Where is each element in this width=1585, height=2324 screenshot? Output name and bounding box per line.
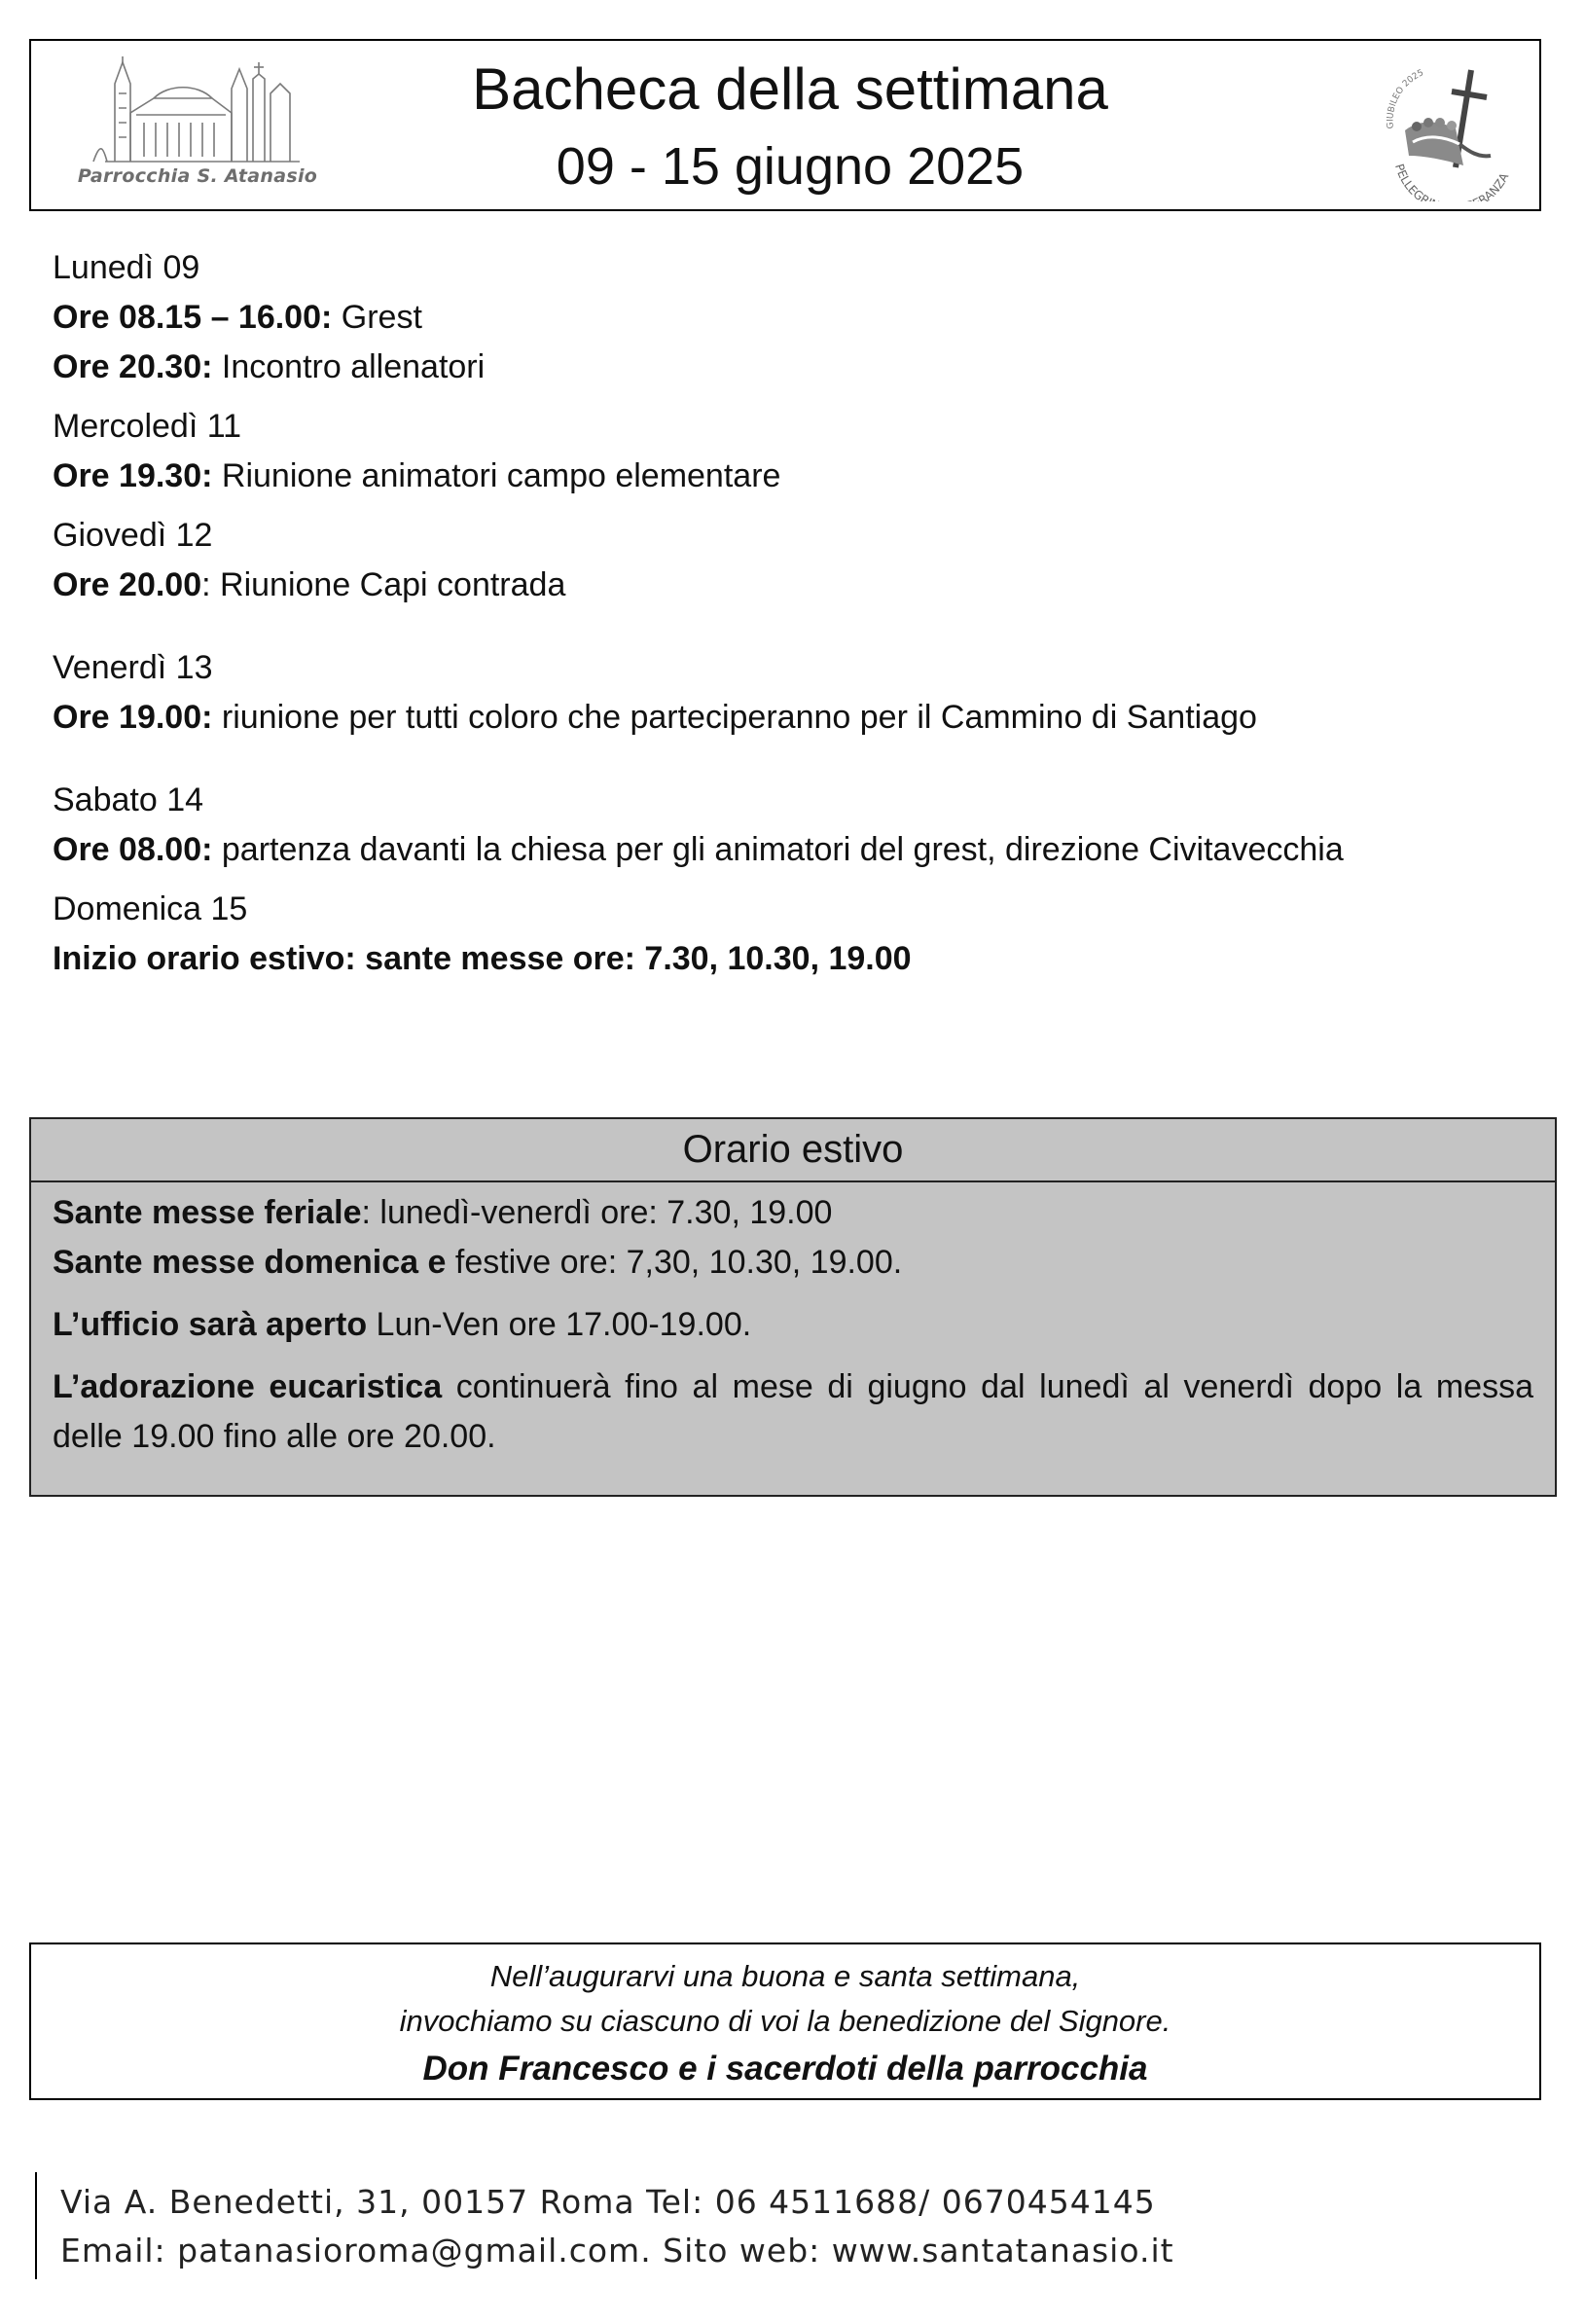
day-friday [53, 643, 1541, 743]
office-hours-line [53, 1300, 1533, 1350]
adoration-label: L’adorazione eucaristica [53, 1368, 443, 1405]
sunday-masses-line [53, 1238, 1533, 1288]
event-text: partenza davanti la chiesa per gli animatori del grest, direzione Civitavecchia [212, 831, 1344, 868]
day-thursday [53, 511, 1541, 610]
footer-address: Via A. Benedetti, 31, 00157 Roma Tel: 06 4511688/ 0670454145 [60, 2183, 1156, 2221]
office-hours-label: L’ufficio sarà aperto [53, 1306, 368, 1343]
day-sunday [53, 885, 1541, 984]
parish-logo-text: Parrocchia S. Atanasio [77, 165, 318, 187]
greeting-box [29, 1943, 1541, 2100]
event-line [53, 693, 1541, 743]
sunday-masses-text: festive ore: 7,30, 10.30, 19.00. [446, 1244, 903, 1281]
event-time: Ore 08.15 – 16.00: [53, 299, 333, 336]
page-title: Bacheca della settimana [472, 56, 1108, 122]
event-line [53, 343, 1541, 392]
event-time: Ore 19.00: [53, 699, 213, 736]
day-wednesday [53, 402, 1541, 501]
adoration-text: continuerà fino al mese di giugno dal lunedì al venerdì dopo la messa delle 19.00 fino alle ore 20.00. [53, 1368, 1533, 1455]
event-time: Inizio orario estivo: sante messe ore: 7.30, 10.30, 19.00 [53, 940, 912, 977]
event-text: Riunione animatori campo elementare [212, 457, 781, 494]
week-dates: 09 - 15 giugno 2025 [556, 137, 1025, 196]
event-line [53, 293, 1541, 343]
sunday-masses-label: Sante messe domenica e [53, 1244, 447, 1281]
jubilee-year-text: GIUBILEO 2025 [1386, 68, 1425, 129]
event-line [53, 561, 1541, 610]
office-hours-text: Lun-Ven ore 17.00-19.00. [367, 1306, 752, 1343]
greeting-signature: Don Francesco e i sacerdoti della parrocchia [422, 2050, 1148, 2088]
day-title: Domenica 15 [53, 890, 248, 927]
church-drawing-icon [86, 54, 309, 166]
event-time: Ore 20.00 [53, 566, 202, 603]
jubilee-logo [1366, 51, 1522, 201]
greeting-line-1: Nell’augurarvi una buona e santa settimana, [489, 1959, 1081, 1993]
summer-schedule-body [31, 1182, 1555, 1462]
week-schedule [53, 243, 1541, 984]
jubilee-motto-text: PELLEGR RANZA [1392, 162, 1512, 201]
event-text: riunione per tutti coloro che parteciperanno per il Cammino di Santiago [212, 699, 1257, 736]
event-time: Ore 19.30: [53, 457, 213, 494]
summer-schedule-box [29, 1117, 1557, 1497]
weekday-masses-label: Sante messe feriale [53, 1194, 362, 1231]
event-text: : Riunione Capi contrada [201, 566, 566, 603]
event-line [53, 825, 1541, 875]
day-title: Lunedì 09 [53, 249, 200, 286]
header-box [29, 39, 1541, 211]
event-time: Ore 08.00: [53, 831, 213, 868]
day-title: Venerdì 13 [53, 649, 213, 686]
weekday-masses-text: : lunedì-venerdì ore: 7.30, 19.00 [361, 1194, 833, 1231]
pilgrims-icon [1405, 118, 1491, 165]
weekday-masses-line [53, 1188, 1533, 1238]
footer-email-website: Email: patanasioroma@gmail.com. Sito web: www.santatanasio.it [60, 2232, 1174, 2270]
footer-divider [35, 2172, 37, 2279]
event-time: Ore 20.30: [53, 348, 213, 385]
parish-logo [47, 54, 348, 200]
day-title: Mercoledì 11 [53, 408, 242, 445]
summer-schedule-title: Orario estivo [31, 1119, 1555, 1182]
event-line [53, 934, 1541, 984]
day-title: Giovedì 12 [53, 517, 213, 554]
day-saturday [53, 776, 1541, 875]
greeting-line-2: invochiamo su ciascuno di voi la benedizione del Signore. [399, 2004, 1171, 2038]
event-line [53, 452, 1541, 501]
event-text: Grest [332, 299, 422, 336]
day-monday [53, 243, 1541, 392]
event-text: Incontro allenatori [212, 348, 486, 385]
day-title: Sabato 14 [53, 781, 204, 818]
adoration-line [53, 1362, 1533, 1462]
footer-contacts [60, 2178, 1174, 2275]
